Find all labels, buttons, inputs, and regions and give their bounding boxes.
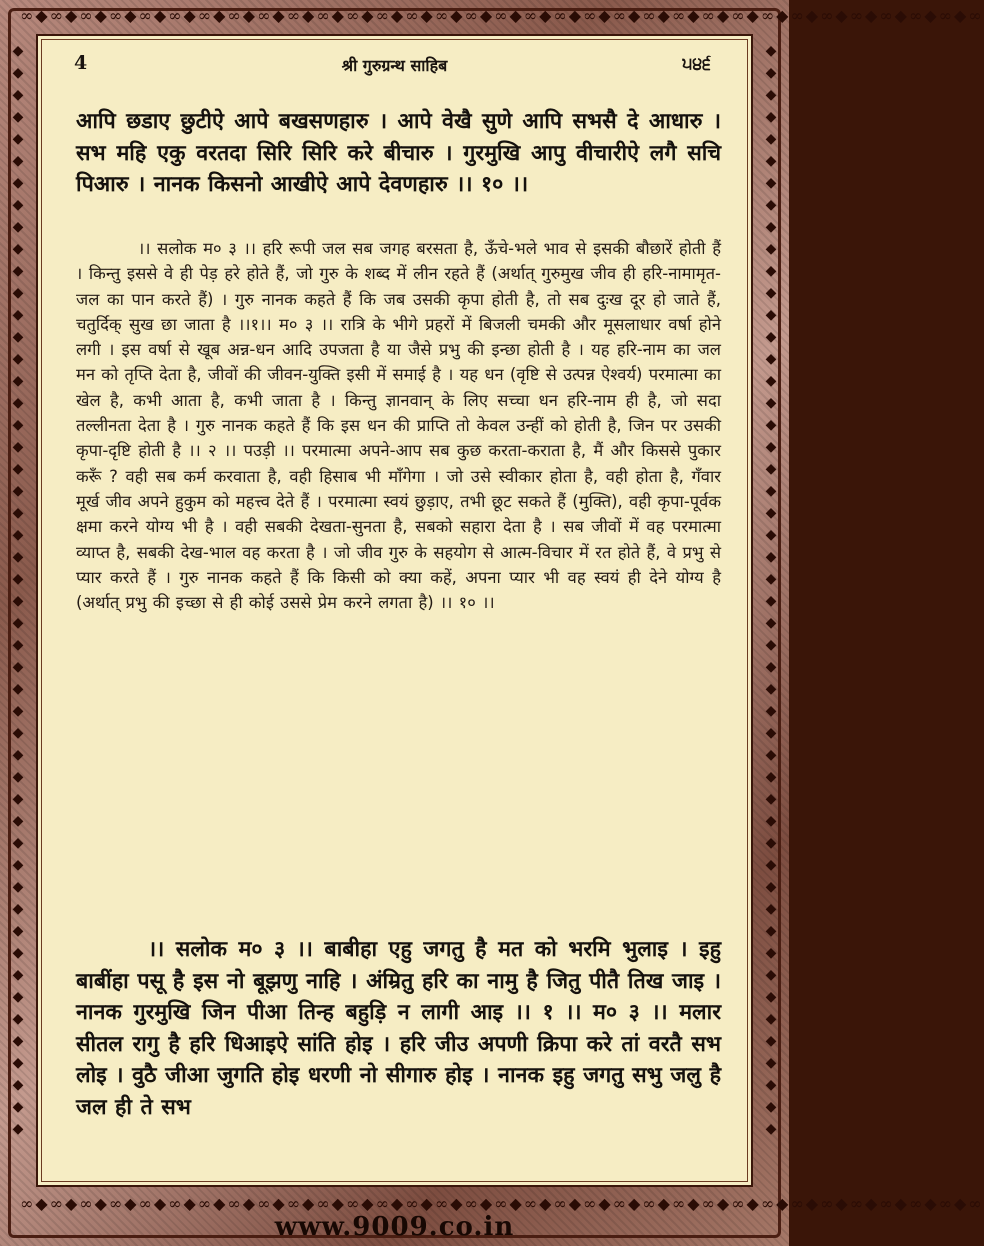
page-number-left: 4 xyxy=(74,52,88,74)
left-ornament-border: ◆◆◆◆◆◆◆◆◆◆◆◆◆◆◆◆◆◆◆◆◆◆◆◆◆◆◆◆◆◆◆◆◆◆◆◆◆◆◆◆◆◆◆◆◆◆◆◆◆◆ xyxy=(12,43,24,1137)
page-title: श्री गुरुग्रन्थ साहिब xyxy=(341,56,448,75)
right-ornament-border: ◆◆◆◆◆◆◆◆◆◆◆◆◆◆◆◆◆◆◆◆◆◆◆◆◆◆◆◆◆◆◆◆◆◆◆◆◆◆◆◆◆◆◆◆◆◆◆◆◆◆ xyxy=(765,43,777,1137)
hindi-commentary-block: ।। सलोक म० ३ ।। हरि रूपी जल सब जगह बरसता है, ऊँचे-भले भाव से इसकी बौछारें होती हैं । किन्तु इससे वे ही पेड़ हरे होते हैं, जो गुरु के शब्द में लीन रहते हैं (अर्थात् गुरुमुख जीव ही हरि-नामामृत-जल का पान करते हैं) । गुरु नानक कहते हैं कि जब उसकी कृपा होती है, तो सब दुःख दूर हो जाते हैं, चतुर्दिक् सुख छा जाता है ।।१।। म० ३ ।। रात्रि के भीगे प्रहरों में बिजली चमकी और मूसलाधार वर्षा होने लगी । इस वर्षा से खूब अन्न-धन आदि उपजता है या जैसे प्रभु की इन्छा होती है । यह हरि-नाम का जल मन को तृप्ति देता है, जीवों की जीवन-युक्ति इसी में समाई है । यह धन (वृष्टि से उत्पन्न ऐश्वर्य) परमात्मा का खेल है, कभी आता है, कभी जाता है । किन्तु ज्ञानवान् के लिए सच्चा धन हरि-नाम ही है, जो सदा तल्लीनता देता है । गुरु नानक कहते हैं कि इस धन की प्राप्ति तो केवल उन्हीं को होती है, जिन पर उसकी कृपा-दृष्टि होती है ।। २ ।। पउड़ी ।। परमात्मा अपने-आप सब कुछ करता-कराता है, मैं और किससे पुकार करूँ ? वही सब कर्म करवाता है, वही हिसाब भी माँगेगा । जो उसे स्वीकार होता है, वही होता है, गँवार मूर्ख जीव अपने हुकुम को महत्त्व देते हैं । परमात्मा स्वयं छुड़ाए, तभी छूट सकते हैं (मुक्ति), वही कृपा-पूर्वक क्षमा करने योग्य भी है । वही सबकी देखता-सुनता है, सबको सहारा देता है । सब जीवों में वह परमात्मा व्याप्त है, सबकी देख-भाल वह करता है । जो जीव गुरु के सहयोग से आत्म-विचार में रत होते हैं, वे प्रभु से प्यार करते हैं । गुरु नानक कहते हैं कि किसी को क्या कहें, अपना प्यार भी वह स्वयं ही देने योग्य है (अर्थात् प्रभु की इच्छा से ही कोई उससे प्रेम करने लगता है) ।। १० ।। xyxy=(76,239,721,613)
gurmukhi-verse-block: आपि छडाए छुटीऐ आपे बखसणहारु । आपे वेखै सुणे आपि सभसै दे आधारु । सभ महि एकु वरतदा सिरि सिरि करे बीचारु । गुरमुखि आपु वीचारीऐ लगै सचि पिआरु । नानक किसनो आखीऐ आपे देवणहारु ।। १० ।। xyxy=(76,109,721,197)
top-ornament-border: ∞◆∞◆∞◆∞◆∞◆∞◆∞◆∞◆∞◆∞◆∞◆∞◆∞◆∞◆∞◆∞◆∞◆∞◆∞◆∞◆∞◆∞◆∞◆∞◆∞◆∞◆∞◆∞◆∞◆∞◆∞◆∞◆∞ xyxy=(20,6,984,25)
website-link[interactable]: www.9009.co.in xyxy=(274,1212,515,1242)
gurmukhi-verse-block-2: ।। सलोक म० ३ ।। बाबीहा एहु जगतु है मत को भरमि भुलाइ । इहु बाबींहा पसू है इस नो बूझणु नाहि । अंम्रितु हरि का नामु है जितु पीतै तिख जाइ । नानक गुरमुखि जिन पीआ तिन्ह बहुड़ि न लागी आइ ।। १ ।। म० ३ ।। मलार सीतल रागु है हरि धिआइऐ सांति होइ । हरि जीउ अपणी क्रिपा करे तां वरतै सभ लोइ । वुठै जीआ जुगति होइ धरणी नो सीगारु होइ । नानक इहु जगतु सभु जलु है जल ही ते सभ xyxy=(76,937,721,1120)
scripture-page xyxy=(36,34,753,1187)
bottom-ornament-border: ∞◆∞◆∞◆∞◆∞◆∞◆∞◆∞◆∞◆∞◆∞◆∞◆∞◆∞◆∞◆∞◆∞◆∞◆∞◆∞◆∞◆∞◆∞◆∞◆∞◆∞◆∞◆∞◆∞◆∞◆∞◆∞◆∞ xyxy=(20,1194,984,1213)
page-header xyxy=(38,50,751,80)
footer-band xyxy=(0,1186,984,1246)
page-number-right: ੫੪੬ xyxy=(682,54,711,74)
